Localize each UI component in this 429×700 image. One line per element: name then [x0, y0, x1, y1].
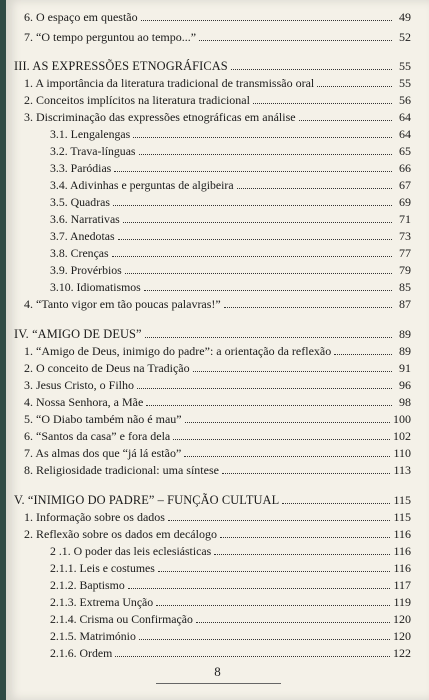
toc-title: 7. As almas dos que “já lá estão” [24, 446, 182, 460]
toc-page-number: 85 [399, 280, 411, 294]
toc-title: 2.1.5. Matrimónio [50, 629, 136, 643]
toc-title: 7. “O tempo perguntou ao tempo...” [24, 30, 197, 44]
toc-page-number: 89 [399, 344, 411, 358]
toc-subentry [50, 243, 411, 260]
dot-leader [173, 439, 390, 440]
toc-page-number: 116 [393, 561, 411, 575]
toc-title: 2.1.6. Ordem [50, 646, 113, 660]
toc-page-number: 113 [393, 463, 411, 477]
toc-page-number: 116 [393, 544, 411, 558]
toc-subentry [50, 209, 411, 226]
toc-title: V. “INIMIGO DO PADRE” – FUNÇÃO CULTUAL [14, 493, 280, 507]
toc-page-number: 89 [399, 327, 411, 341]
toc-entry [24, 375, 411, 392]
dot-leader [112, 256, 392, 257]
toc-entry [24, 7, 411, 24]
toc-page-number: 73 [399, 229, 411, 243]
dot-leader [253, 103, 392, 104]
toc-title: 3.2. Trava-línguas [50, 144, 136, 158]
toc-subentry [50, 558, 411, 575]
toc-title: 3.10. Idiomatismos [50, 280, 141, 294]
dot-leader [144, 290, 392, 291]
toc-title: III. AS EXPRESSÕES ETNOGRÁFICAS [14, 59, 228, 73]
toc-page-number: 49 [399, 10, 411, 24]
toc-page-number: 55 [399, 76, 411, 90]
toc-title: 4. Nossa Senhora, a Mãe [24, 395, 144, 409]
toc-section [14, 490, 411, 507]
dot-leader [141, 20, 392, 21]
dot-leader [193, 371, 392, 372]
toc-title: 3.1. Lengalengas [50, 127, 131, 141]
toc-entry [24, 341, 411, 358]
toc-title: 1. A importância da literatura tradicional de transmissão oral [24, 76, 315, 90]
dot-leader [139, 154, 392, 155]
toc-entry [24, 426, 411, 443]
toc-subentry [50, 192, 411, 209]
dot-leader [282, 503, 390, 504]
toc-title: 4. “Tanto vigor em tão poucas palavras!” [24, 297, 221, 311]
toc-subentry [50, 626, 411, 643]
toc-title: 2 .1. O poder das leis eclesiásticas [50, 544, 212, 558]
dot-leader [222, 473, 390, 474]
toc-page-number: 69 [399, 195, 411, 209]
toc-title: 3.8. Crenças [50, 246, 109, 260]
dot-leader [133, 137, 392, 138]
dot-leader [118, 239, 392, 240]
toc-subentry [50, 277, 411, 294]
toc-title: 8. Religiosidade tradicional: uma síntese [24, 463, 219, 477]
toc-entry [24, 294, 411, 311]
toc-title: 3.4. Adivinhas e perguntas de algibeira [50, 178, 234, 192]
toc-section [14, 56, 411, 73]
dot-leader [317, 86, 392, 87]
toc-entry [24, 524, 411, 541]
toc-title: 2.1.1. Leis e costumes [50, 561, 155, 575]
toc-page-number: 120 [393, 629, 411, 643]
toc-page-number: 65 [399, 144, 411, 158]
toc-title: 6. O espaço em questão [24, 10, 138, 24]
toc-subentry [50, 643, 411, 660]
toc-page-number: 115 [393, 493, 411, 507]
toc-title: 3.9. Provérbios [50, 263, 122, 277]
toc-subentry [50, 575, 411, 592]
toc-subentry [50, 175, 411, 192]
dot-leader [196, 622, 390, 623]
dot-leader [114, 171, 392, 172]
dot-leader [158, 571, 391, 572]
toc-subentry [50, 141, 411, 158]
book-page [6, 0, 429, 700]
toc-title: 2.1.3. Extrema Unção [50, 595, 154, 609]
dot-leader [224, 307, 392, 308]
toc-subentry [50, 260, 411, 277]
dot-leader [125, 273, 392, 274]
toc-title: 5. “O Diabo também não é mau” [24, 412, 182, 426]
toc-page-number: 100 [393, 412, 411, 426]
toc-title: 3.6. Narrativas [50, 212, 120, 226]
dot-leader [128, 588, 391, 589]
toc-entry [24, 507, 411, 524]
toc-entry [24, 107, 411, 124]
toc-entry [24, 392, 411, 409]
toc-title: 1. “Amigo de Deus, inimigo do padre”: a orientação da reflexão [24, 344, 332, 358]
dot-leader [299, 120, 392, 121]
toc-page-number: 64 [399, 127, 411, 141]
toc-page-number: 77 [399, 246, 411, 260]
toc-title: 2.1.4. Crisma ou Confirmação [50, 612, 193, 626]
dot-leader [137, 388, 392, 389]
toc-page-number: 110 [393, 446, 411, 460]
toc-title: 3.3. Paródias [50, 161, 112, 175]
dot-leader [199, 40, 392, 41]
dot-leader [115, 656, 390, 657]
toc-page-number: 67 [399, 178, 411, 192]
dot-leader [146, 405, 392, 406]
toc-title: 3.5. Quadras [50, 195, 110, 209]
toc-page-number: 79 [399, 263, 411, 277]
toc-subentry [50, 226, 411, 243]
dot-leader [185, 422, 390, 423]
toc-page-number: 64 [399, 110, 411, 124]
toc-title: 2. O conceito de Deus na Tradição [24, 361, 190, 375]
toc-section [14, 324, 411, 341]
dot-leader [145, 337, 392, 338]
toc-page-number: 55 [399, 59, 411, 73]
dot-leader [113, 205, 392, 206]
toc-page-number: 120 [393, 612, 411, 626]
toc-entry [24, 443, 411, 460]
toc-subentry [50, 124, 411, 141]
toc-title: 3.7. Anedotas [50, 229, 115, 243]
dot-leader [139, 639, 390, 640]
dot-leader [123, 222, 392, 223]
page-number: 8 [214, 664, 221, 679]
toc-page-number: 91 [399, 361, 411, 375]
toc-page-number: 117 [393, 578, 411, 592]
toc-title: 3. Discriminação das expressões etnográficas em análise [24, 110, 296, 124]
toc-title: 2. Conceitos implícitos na literatura tradicional [24, 93, 250, 107]
toc-page-number: 87 [399, 297, 411, 311]
toc-page-number: 119 [393, 595, 411, 609]
toc-subentry [50, 609, 411, 626]
dot-leader [214, 554, 390, 555]
toc-page-number: 102 [393, 429, 411, 443]
toc-page-number: 66 [399, 161, 411, 175]
toc-page-number: 98 [399, 395, 411, 409]
toc-page-number: 52 [399, 30, 411, 44]
dot-leader [184, 456, 390, 457]
toc-entry [24, 27, 411, 44]
toc-title: 6. “Santos da casa” e fora dela [24, 429, 171, 443]
dot-leader [334, 354, 392, 355]
toc-page-number: 56 [399, 93, 411, 107]
toc-entry [24, 409, 411, 426]
toc-title: 1. Informação sobre os dados [24, 510, 165, 524]
footer-rule [156, 683, 281, 684]
toc-title: IV. “AMIGO DE DEUS” [14, 327, 142, 341]
dot-leader [156, 605, 390, 606]
dot-leader [237, 188, 392, 189]
dot-leader [220, 537, 390, 538]
toc-title: 3. Jesus Cristo, o Filho [24, 378, 135, 392]
toc-page-number: 116 [393, 527, 411, 541]
dot-leader [231, 69, 392, 70]
toc-subentry [50, 541, 411, 558]
toc-page-number: 71 [399, 212, 411, 226]
toc-page-number: 96 [399, 378, 411, 392]
toc-title: 2. Reflexão sobre os dados em decálogo [24, 527, 217, 541]
toc-page-number: 122 [393, 646, 411, 660]
toc-entry [24, 73, 411, 90]
toc-entry [24, 90, 411, 107]
toc-page-number: 115 [393, 510, 411, 524]
toc-subentry [50, 158, 411, 175]
toc-entry [24, 358, 411, 375]
toc-entry [24, 460, 411, 477]
toc-subentry [50, 592, 411, 609]
dot-leader [168, 520, 390, 521]
toc-title: 2.1.2. Baptismo [50, 578, 125, 592]
